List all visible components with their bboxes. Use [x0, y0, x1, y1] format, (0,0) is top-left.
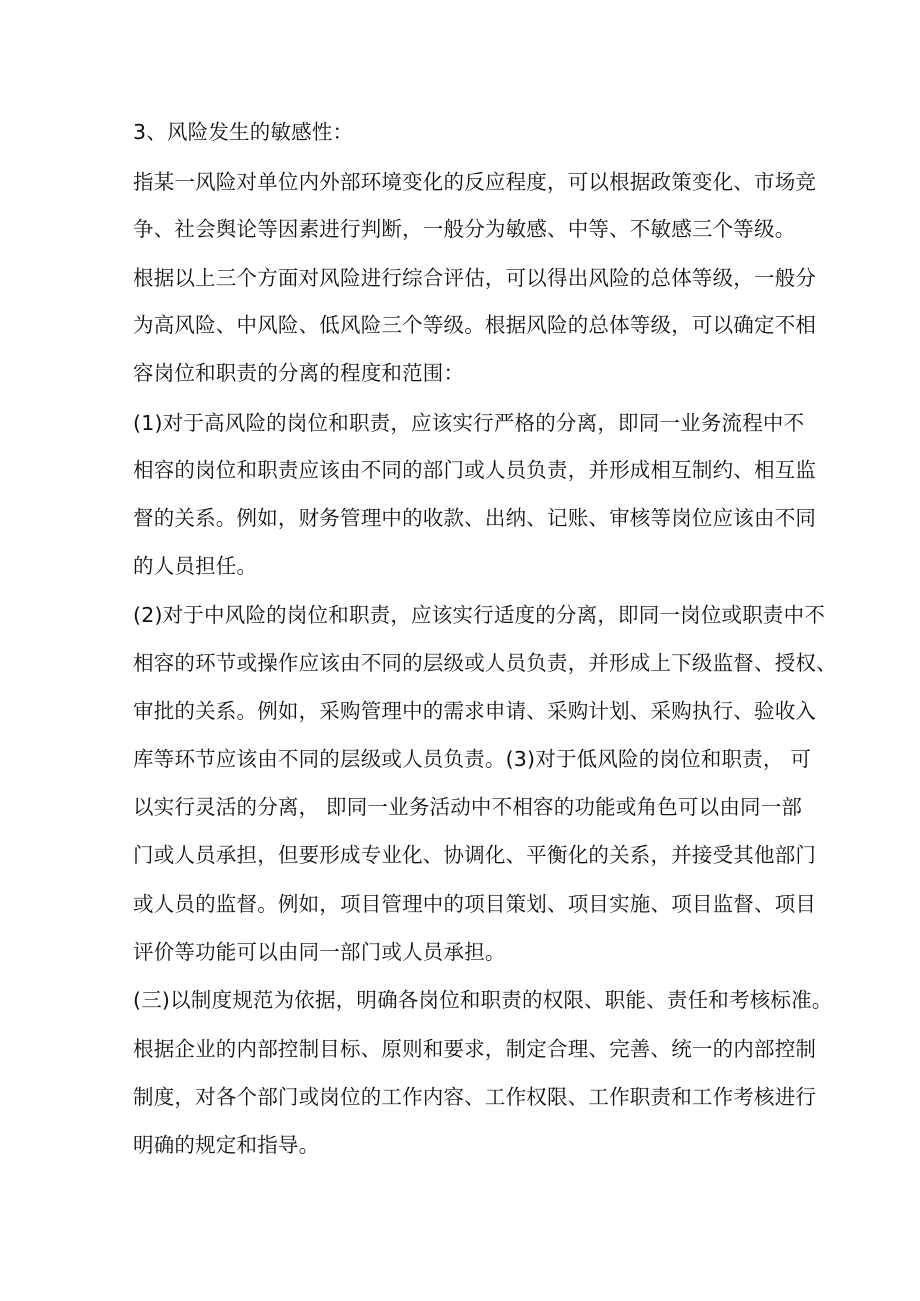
text-line: 审批的关系。例如，采购管理中的需求申请、采购计划、采购执行、验收入 — [133, 699, 817, 723]
text-line: 以实行灵活的分离， 即同一业务活动中不相容的功能或角色可以由同一部 — [133, 795, 803, 819]
text-line: 的人员担任。 — [133, 554, 258, 578]
text-line: 明确的规定和指导。 — [133, 1133, 320, 1157]
text-line: 督的关系。例如，财务管理中的收款、出纳、记账、审核等岗位应该由不同 — [133, 506, 817, 530]
text-line: 3、风险发生的敏感性： — [133, 120, 354, 144]
text-line: 制度，对各个部门或岗位的工作内容、工作权限、工作职责和工作考核进行 — [133, 1085, 817, 1109]
text-line: 容岗位和职责的分离的程度和范围： — [133, 361, 465, 385]
text-line: 库等环节应该由不同的层级或人员负责。(3)对于低风险的岗位和职责， 可 — [133, 747, 812, 771]
text-line: 根据以上三个方面对风险进行综合评估，可以得出风险的总体等级，一般分 — [133, 266, 817, 290]
text-line: 相容的岗位和职责应该由不同的部门或人员负责，并形成相互制约、相互监 — [133, 458, 817, 482]
text-line: (1)对于高风险的岗位和职责，应该实行严格的分离，即同一业务流程中不 — [133, 411, 805, 435]
text-line: 门或人员承担，但要形成专业化、协调化、平衡化的关系，并接受其他部门 — [133, 843, 817, 867]
text-line: 指某一风险对单位内外部环境变化的反应程度，可以根据政策变化、市场竞 — [133, 170, 817, 194]
text-line: 争、社会舆论等因素进行判断，一般分为敏感、中等、不敏感三个等级。 — [133, 217, 796, 241]
text-line: (2)对于中风险的岗位和职责，应该实行适度的分离，即同一岗位或职责中不 — [133, 603, 826, 627]
text-line: 相容的环节或操作应该由不同的层级或人员负责，并形成上下级监督、授权、 — [133, 651, 837, 675]
text-line: 为高风险、中风险、低风险三个等级。根据风险的总体等级，可以确定不相 — [133, 313, 817, 337]
text-line: 根据企业的内部控制目标、原则和要求，制定合理、完善、统一的内部控制 — [133, 1037, 817, 1061]
text-line: (三)以制度规范为依据，明确各岗位和职责的权限、职能、责任和考核标准。 — [133, 988, 833, 1012]
text-line: 评价等功能可以由同一部门或人员承担。 — [133, 940, 506, 964]
text-line: 或人员的监督。例如，项目管理中的项目策划、项目实施、项目监督、项目 — [133, 892, 817, 916]
